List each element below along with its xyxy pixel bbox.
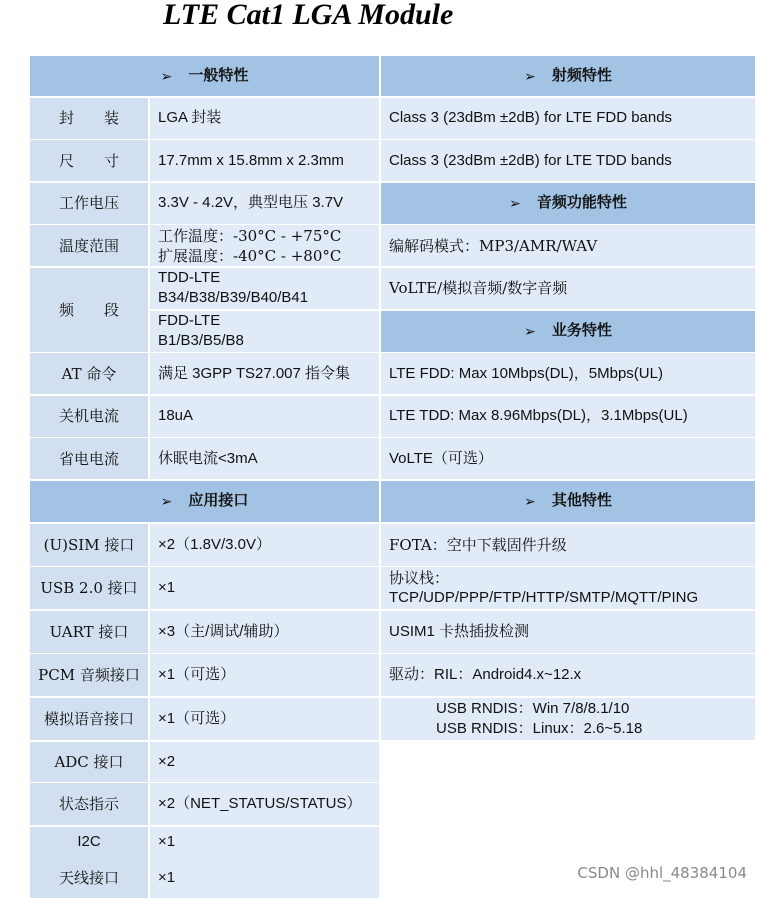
- value-sleep-current: 休眠电流<3mA: [150, 438, 379, 479]
- value-band-fdd: [150, 311, 379, 352]
- value-temperature: [150, 225, 379, 266]
- header-general: [30, 56, 379, 96]
- header-rf-label: 射频特性: [551, 67, 612, 84]
- label-sim: (U)SIM 接口: [30, 524, 148, 566]
- value-rf-tdd: Class 3 (23dBm ±2dB) for LTE TDD bands: [381, 140, 755, 181]
- value-fota: FOTA：空中下载固件升级: [381, 524, 755, 566]
- header-general-label: 一般特性: [188, 67, 249, 84]
- band-tdd-title: TDD-LTE: [158, 269, 221, 287]
- value-pcm: ×1（可选）: [150, 654, 379, 696]
- value-adc: ×2: [150, 742, 379, 782]
- arrow-icon: ➢: [509, 195, 521, 212]
- label-voltage: 工作电压: [30, 183, 148, 224]
- value-sim: ×2（1.8V/3.0V）: [150, 524, 379, 566]
- header-other: [381, 481, 755, 522]
- label-analog: 模拟语音接口: [30, 698, 148, 740]
- arrow-icon: ➢: [524, 493, 536, 510]
- value-band-tdd: [150, 268, 379, 309]
- header-service-label: 业务特性: [551, 322, 612, 340]
- arrow-icon: ➢: [524, 323, 536, 340]
- header-audio: [381, 183, 755, 224]
- value-i2c: ×1: [150, 827, 379, 858]
- value-antenna: ×1: [150, 858, 379, 898]
- label-at: AT 命令: [30, 353, 148, 394]
- value-uart: ×3（主/调试/辅助）: [150, 611, 379, 653]
- value-usb: ×1: [150, 567, 379, 609]
- label-package: 封 装: [30, 98, 148, 139]
- label-pcm: PCM 音频接口: [30, 654, 148, 696]
- arrow-icon: ➢: [524, 68, 536, 84]
- page-title: LTE Cat1 LGA Module: [163, 0, 454, 31]
- value-driver: 驱动：RIL：Android4.x~12.x: [381, 654, 755, 696]
- protocol-list: TCP/UDP/PPP/FTP/HTTP/SMTP/MQTT/PING: [389, 589, 699, 607]
- label-i2c: I2C: [30, 827, 148, 858]
- label-band: 频 段: [30, 268, 148, 352]
- value-analog: ×1（可选）: [150, 698, 379, 740]
- value-status: ×2（NET_STATUS/STATUS）: [150, 783, 379, 825]
- antenna-row: [30, 858, 379, 898]
- value-shutdown-current: 18uA: [150, 396, 379, 437]
- value-audio-volte: VoLTE/模拟音频/数字音频: [381, 268, 755, 309]
- header-audio-label: 音频功能特性: [536, 194, 627, 212]
- arrow-icon: ➢: [160, 493, 173, 510]
- band-tdd-list: B34/B38/B39/B40/B41: [158, 289, 309, 307]
- value-rf-fdd: Class 3 (23dBm ±2dB) for LTE FDD bands: [381, 98, 755, 139]
- band-fdd-title: FDD-LTE: [158, 312, 221, 330]
- spec-table: [30, 56, 754, 858]
- value-audio-codec: 编解码模式：MP3/AMR/WAV: [381, 225, 755, 266]
- label-size: 尺 寸: [30, 140, 148, 181]
- label-usb: USB 2.0 接口: [30, 567, 148, 609]
- rndis-windows: USB RNDIS：Win 7/8/8.1/10: [436, 699, 630, 717]
- label-shutdown-current: 关机电流: [30, 396, 148, 437]
- value-protocol: [381, 567, 755, 609]
- label-uart: UART 接口: [30, 611, 148, 653]
- value-size: 17.7mm x 15.8mm x 2.3mm: [150, 140, 379, 181]
- header-other-label: 其他特性: [551, 492, 612, 510]
- header-app-interface: [30, 481, 379, 522]
- value-rndis: [381, 698, 755, 740]
- value-package: LGA 封装: [150, 98, 379, 139]
- value-service-tdd: LTE TDD: Max 8.96Mbps(DL)，3.1Mbps(UL): [381, 396, 755, 437]
- label-temperature: 温度范围: [30, 225, 148, 266]
- watermark: CSDN @hhl_48384104: [577, 864, 747, 882]
- header-service: [381, 311, 755, 352]
- label-adc: ADC 接口: [30, 742, 148, 782]
- header-rf: [381, 56, 755, 96]
- label-status: 状态指示: [30, 783, 148, 825]
- value-service-fdd: LTE FDD: Max 10Mbps(DL)，5Mbps(UL): [381, 353, 755, 394]
- band-fdd-list: B1/B3/B5/B8: [158, 332, 244, 350]
- value-usim-detect: USIM1 卡热插拔检测: [381, 611, 755, 653]
- arrow-icon: ➢: [160, 68, 173, 84]
- rndis-linux: USB RNDIS：Linux：2.6~5.18: [436, 719, 643, 737]
- value-voltage: 3.3V - 4.2V，典型电压 3.7V: [150, 183, 379, 224]
- label-sleep-current: 省电电流: [30, 438, 148, 479]
- temperature-operating: 工作温度：-30°C - +75°C: [158, 226, 342, 245]
- protocol-title: 协议栈：: [389, 569, 450, 588]
- label-antenna: 天线接口: [30, 858, 148, 898]
- value-service-volte: VoLTE（可选）: [381, 438, 755, 479]
- temperature-extended: 扩展温度：-40°C - +80°C: [158, 246, 342, 265]
- value-at: 满足 3GPP TS27.007 指令集: [150, 353, 379, 394]
- header-app-interface-label: 应用接口: [188, 492, 249, 510]
